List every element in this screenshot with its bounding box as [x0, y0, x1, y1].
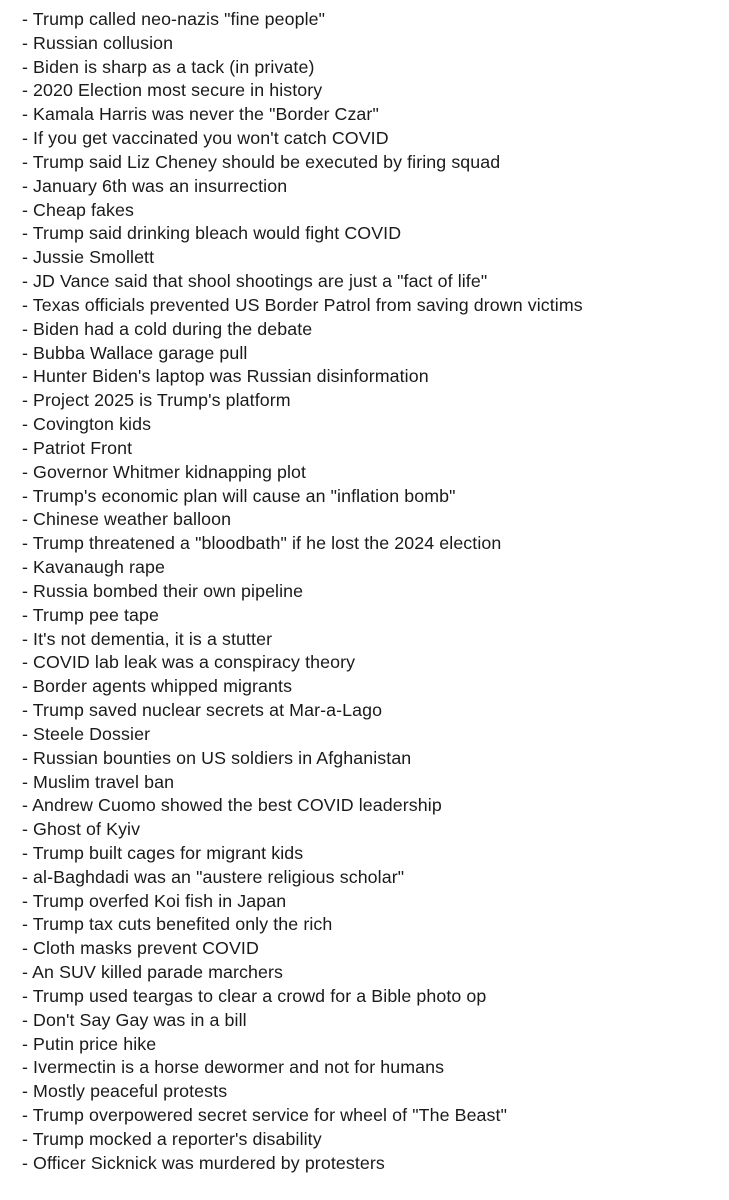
list-item: - Ivermectin is a horse dewormer and not for humans [22, 1057, 445, 1078]
list-item: - Patriot Front [22, 437, 133, 458]
list-item: - Governor Whitmer kidnapping plot [22, 461, 307, 482]
list-item: - Trump said Liz Cheney should be executed by firing squad [22, 151, 501, 172]
list-item: - Jussie Smollett [22, 247, 155, 268]
list-item: - Trump tax cuts benefited only the rich [22, 914, 333, 935]
list-item: - Trump saved nuclear secrets at Mar-a-Lago [22, 700, 383, 721]
list-item: - Trump overpowered secret service for wheel of "The Beast" [22, 1105, 507, 1126]
list-item: - Trump called neo-nazis "fine people" [22, 9, 326, 29]
list-item: - Officer Sicknick was murdered by protesters [22, 1152, 385, 1173]
list-item: - Chinese weather balloon [22, 509, 232, 530]
list-item: - al-Baghdadi was an "austere religious scholar" [22, 866, 405, 887]
list-item: - Trump built cages for migrant kids [22, 842, 304, 863]
list-item: - Andrew Cuomo showed the best COVID leadership [22, 795, 442, 816]
list-item: - Biden is sharp as a tack (in private) [22, 56, 315, 77]
list-item: - JD Vance said that shool shootings are just a "fact of life" [22, 271, 488, 292]
list-item: - Trump said drinking bleach would fight COVID [22, 223, 402, 244]
list-item: - Hunter Biden's laptop was Russian disinformation [22, 366, 429, 387]
list-item: - Border agents whipped migrants [22, 676, 293, 697]
list-item: - Covington kids [22, 414, 152, 435]
list-item: - Texas officials prevented US Border Patrol from saving drown victims [22, 294, 583, 315]
list-item: - An SUV killed parade marchers [22, 962, 284, 983]
list-item: - Trump overfed Koi fish in Japan [22, 890, 287, 911]
list-item: - Russia bombed their own pipeline [22, 580, 304, 601]
list-item: - Trump used teargas to clear a crowd for a Bible photo op [22, 985, 487, 1006]
list-item: - Mostly peaceful protests [22, 1081, 228, 1102]
list-item: - Trump threatened a "bloodbath" if he lost the 2024 election [22, 533, 502, 554]
list-item: - Trump pee tape [22, 604, 160, 625]
list-item: - Muslim travel ban [22, 771, 175, 792]
list-item: - Russian collusion [22, 32, 174, 53]
list-item: - Ghost of Kyiv [22, 819, 141, 840]
list-item: - Bubba Wallace garage pull [22, 342, 248, 363]
list-item: - Cheap fakes [22, 199, 134, 220]
list-item: - Russian bounties on US soldiers in Afghanistan [22, 747, 412, 768]
list-item: - Steele Dossier [22, 723, 151, 744]
list-item: - Kavanaugh rape [22, 557, 165, 578]
list-item: - It's not dementia, it is a stutter [22, 628, 273, 649]
list-item: - COVID lab leak was a conspiracy theory [22, 652, 356, 673]
text-list [22, 8, 722, 1176]
list-item: - Putin price hike [22, 1033, 157, 1054]
list-item: - 2020 Election most secure in history [22, 80, 323, 101]
list-item: - Trump's economic plan will cause an "inflation bomb" [22, 485, 456, 506]
list-item: - Don't Say Gay was in a bill [22, 1009, 247, 1030]
list-item: - Trump mocked a reporter's disability [22, 1128, 322, 1149]
list-item: - If you get vaccinated you won't catch COVID [22, 128, 389, 149]
list-item: - Kamala Harris was never the "Border Czar" [22, 104, 379, 125]
list-item: - Project 2025 is Trump's platform [22, 390, 291, 411]
list-item: - January 6th was an insurrection [22, 175, 288, 196]
list-item: - Biden had a cold during the debate [22, 318, 313, 339]
list-item: - Cloth masks prevent COVID [22, 938, 259, 959]
